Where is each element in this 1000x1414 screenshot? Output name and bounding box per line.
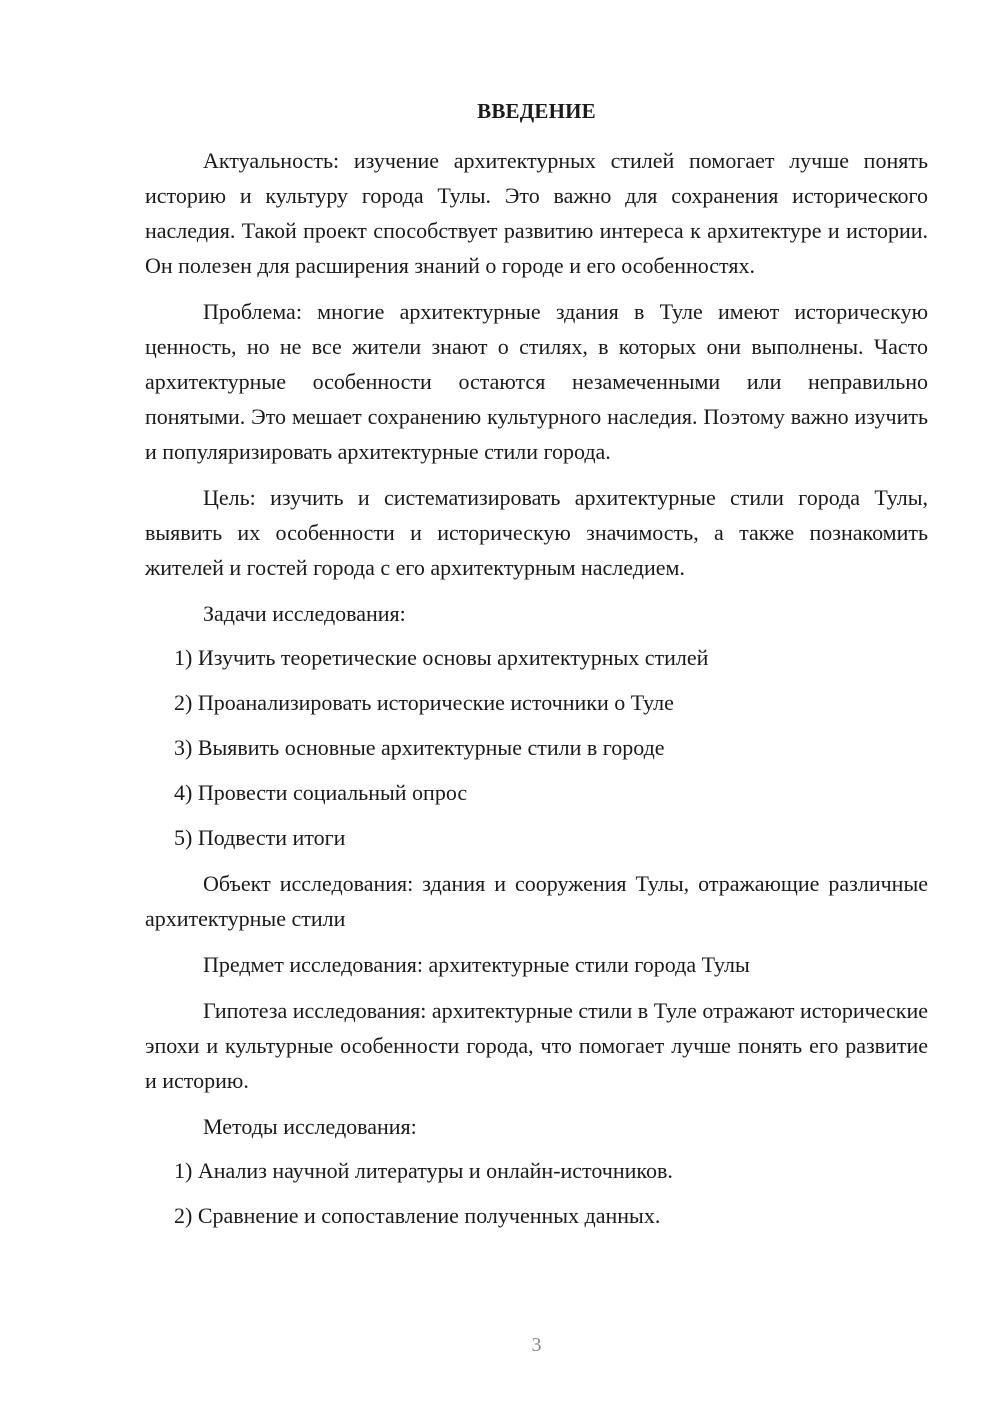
method-item: 2) Сравнение и сопоставление полученных данных. bbox=[174, 1203, 661, 1228]
subject-paragraph: Предмет исследования: архитектурные стили города Тулы bbox=[203, 952, 750, 977]
task-item: 4) Провести социальный опрос bbox=[174, 780, 468, 805]
goal-paragraph: Цель: изучить и систематизировать архитектурные стили города Тулы, выявить их особенности и историческую значимость, а также познакомить жителей и гостей города с его архитектурным наследием. bbox=[145, 485, 928, 580]
task-item: 5) Подвести итоги bbox=[174, 825, 346, 850]
page-title: ВВЕДЕНИЕ bbox=[477, 99, 596, 123]
page-number: 3 bbox=[531, 1334, 542, 1356]
hypothesis-paragraph: Гипотеза исследования: архитектурные стили в Туле отражают исторические эпохи и культурные особенности города, что помогает лучше понять его развитие и историю. bbox=[145, 998, 928, 1093]
method-item: 1) Анализ научной литературы и онлайн-источников. bbox=[174, 1158, 673, 1183]
problem-paragraph: Проблема: многие архитектурные здания в Туле имеют историческую ценность, но не все жители знают о стилях, в которых они выполнены. Часто архитектурные особенности остаются незамеченными или неправильно понятыми. Это мешает сохранению культурного наследия. Поэтому важно изучить и популяризировать архитектурные стили города. bbox=[145, 299, 928, 464]
relevance-paragraph: Актуальность: изучение архитектурных стилей помогает лучше понять историю и культуру города Тулы. Это важно для сохранения исторического наследия. Такой проект способствует развитию интереса к архитектуре и истории. Он полезен для расширения знаний о городе и его особенностях. bbox=[145, 148, 928, 278]
task-item: 2) Проанализировать исторические источники о Туле bbox=[174, 690, 674, 715]
tasks-heading: Задачи исследования: bbox=[203, 601, 406, 626]
object-paragraph: Объект исследования: здания и сооружения Тулы, отражающие различные архитектурные стили bbox=[145, 871, 928, 931]
task-item: 3) Выявить основные архитектурные стили в городе bbox=[174, 735, 665, 760]
document-body bbox=[145, 143, 928, 1233]
methods-heading: Методы исследования: bbox=[203, 1114, 417, 1139]
task-item: 1) Изучить теоретические основы архитектурных стилей bbox=[174, 645, 709, 670]
